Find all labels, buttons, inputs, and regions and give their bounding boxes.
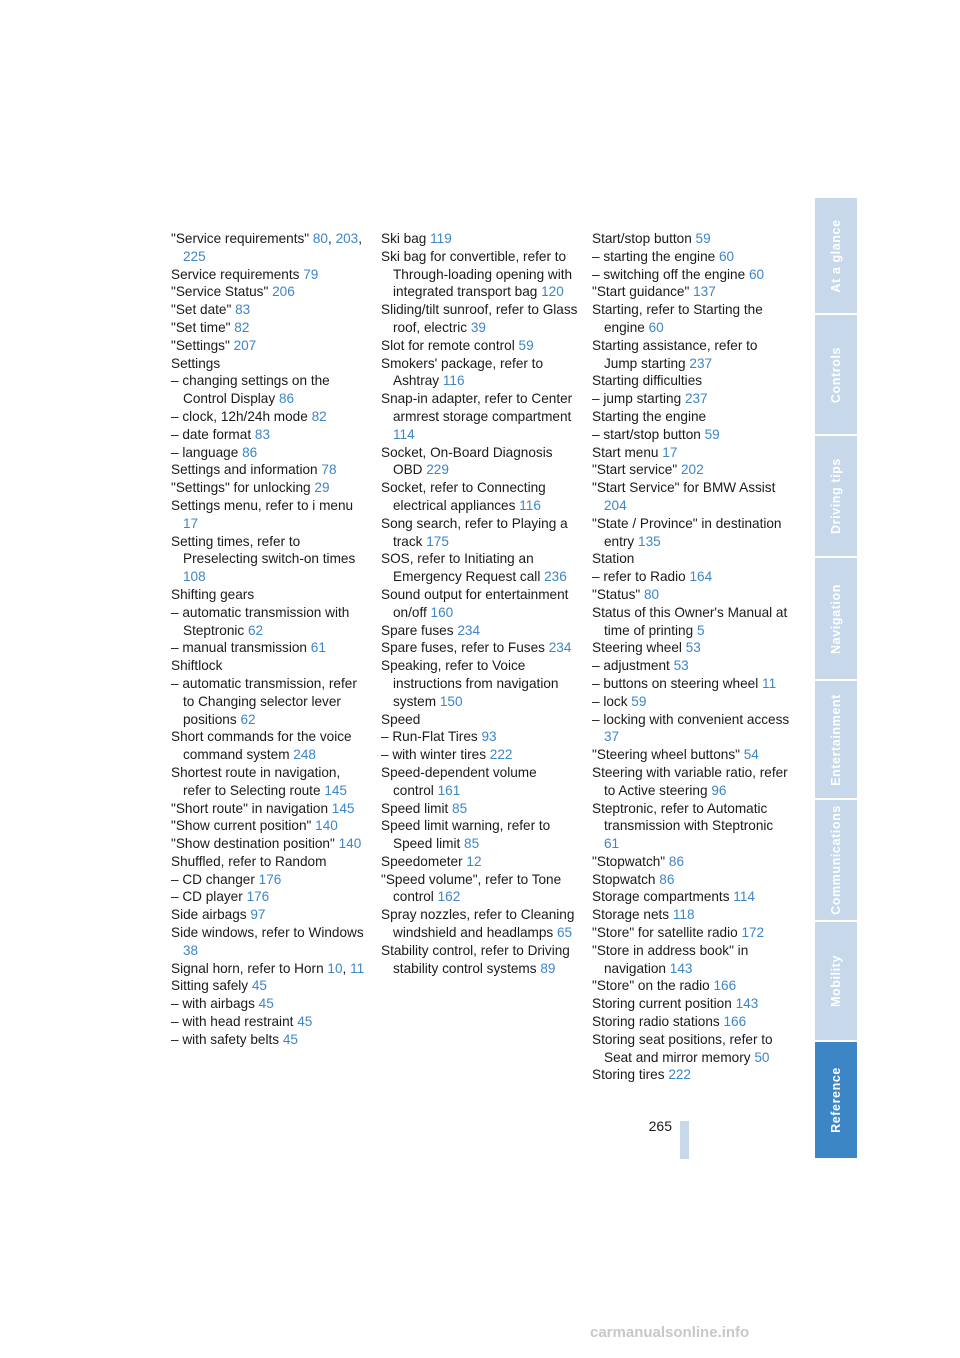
index-entry xyxy=(592,372,792,390)
entry-text: Speaking, refer to Voice instructions from navigation system xyxy=(381,658,559,709)
page-link[interactable]: 96 xyxy=(711,782,727,798)
entry-text: Storing tires xyxy=(592,1067,665,1083)
entry-text: Socket, On-Board Diagnosis OBD xyxy=(381,444,553,478)
page-link[interactable]: 114 xyxy=(733,889,755,905)
index-entry xyxy=(592,711,792,747)
index-entry xyxy=(592,248,792,266)
entry-text: Sliding/tilt sunroof, refer to Glass roof, electric xyxy=(381,302,578,335)
entry-text: Storing current position xyxy=(592,996,732,1012)
page-link[interactable]: 83 xyxy=(235,302,251,318)
entry-text: "Set time" xyxy=(171,319,231,335)
entry-text: – with airbags xyxy=(171,996,255,1012)
page-link[interactable]: 140 xyxy=(338,836,362,852)
tab-controls[interactable]: Controls xyxy=(815,315,857,434)
entry-text: Shiftlock xyxy=(171,658,223,674)
index-entry xyxy=(171,301,371,319)
entry-text: Starting, refer to Starting the engine xyxy=(592,302,763,335)
entry-text: "Status" xyxy=(592,586,641,602)
index-entry xyxy=(592,550,792,568)
entry-text: "Store in address book" in navigation xyxy=(592,942,749,976)
page-link[interactable]: 86 xyxy=(242,444,258,460)
page-link[interactable]: 82 xyxy=(234,319,250,335)
page-link[interactable]: 82 xyxy=(311,408,327,424)
index-entry xyxy=(171,533,371,586)
index-entry xyxy=(171,586,371,604)
entry-text: Spray nozzles, refer to Cleaning windshield and headlamps xyxy=(381,907,575,941)
page-link[interactable]: 60 xyxy=(748,266,765,282)
page-link[interactable]: 119 xyxy=(430,231,452,246)
page-link[interactable]: 203 xyxy=(335,231,359,246)
index-entry xyxy=(592,390,792,408)
index-entry xyxy=(171,977,371,995)
index-entry xyxy=(171,604,371,640)
index-entry xyxy=(171,497,371,533)
entry-text: – locking with convenient access xyxy=(592,711,790,727)
index-entry xyxy=(592,675,792,693)
page-tick xyxy=(680,1121,689,1159)
page-link[interactable]: 78 xyxy=(321,462,337,478)
entry-text: – buttons on steering wheel xyxy=(592,675,759,691)
page-link[interactable]: 45 xyxy=(282,1031,298,1047)
entry-text: Speed-dependent volume control xyxy=(381,764,537,798)
page-link[interactable]: 93 xyxy=(481,729,497,745)
index-entry xyxy=(381,515,581,551)
entry-text: – jump starting xyxy=(592,391,682,407)
page-link[interactable]: 204 xyxy=(604,497,627,513)
page-link[interactable]: 114 xyxy=(393,426,415,442)
index-entry xyxy=(381,871,581,907)
entry-text: – manual transmission xyxy=(171,640,307,656)
index-entry xyxy=(592,337,792,373)
page-link[interactable]: 248 xyxy=(293,747,316,763)
page-link[interactable]: 166 xyxy=(723,1014,747,1030)
index-entry xyxy=(171,479,371,497)
page-link[interactable]: 89 xyxy=(540,960,556,976)
page-link[interactable]: 145 xyxy=(324,782,347,798)
page-link[interactable]: 161 xyxy=(437,782,461,798)
page-link[interactable]: 237 xyxy=(689,355,713,371)
entry-text: Storing radio stations xyxy=(592,1014,720,1030)
entry-text: – with winter tires xyxy=(381,747,487,763)
entry-text: Start menu xyxy=(592,444,659,460)
index-entry xyxy=(171,444,371,462)
page-link[interactable]: 166 xyxy=(713,978,737,994)
page-link[interactable]: 60 xyxy=(718,248,735,264)
index-entry xyxy=(381,657,581,710)
index-entry xyxy=(381,728,581,746)
entry-text: – starting the engine xyxy=(592,248,716,264)
entry-text: Side windows, refer to Windows xyxy=(171,925,364,941)
entry-text: Speed limit xyxy=(381,800,449,816)
page-link[interactable]: 53 xyxy=(685,640,701,656)
page-link[interactable]: 38 xyxy=(183,942,199,958)
page-link[interactable]: 80 xyxy=(643,586,660,602)
index-entry xyxy=(592,266,792,284)
page-link[interactable]: 222 xyxy=(489,747,513,763)
index-entry xyxy=(171,906,371,924)
page-link[interactable]: 108 xyxy=(183,569,206,585)
page-link[interactable]: 11 xyxy=(762,675,777,691)
entry-text: – start/stop button xyxy=(592,426,701,442)
page-link[interactable]: 137 xyxy=(693,284,716,300)
entry-text: Setting times, refer to Preselecting switch-on times xyxy=(171,533,356,567)
watermark: carmanualsonline.info xyxy=(590,1324,750,1341)
page-link[interactable]: 97 xyxy=(250,907,266,923)
entry-text: "Settings" for unlocking xyxy=(171,480,311,496)
index-entry xyxy=(592,426,792,444)
entry-text: "Short route" in navigation xyxy=(171,800,329,816)
page-link[interactable]: 176 xyxy=(246,889,270,905)
index-column-1 xyxy=(171,230,371,1049)
page-link[interactable]: 29 xyxy=(314,480,330,496)
index-entry xyxy=(592,461,792,479)
index-entry xyxy=(592,977,792,995)
page-link[interactable]: 206 xyxy=(272,284,295,300)
page-link[interactable]: 176 xyxy=(258,871,282,887)
tab-entertainment[interactable]: Entertainment xyxy=(815,681,857,798)
index-entry xyxy=(171,461,371,479)
index-entry xyxy=(381,301,581,337)
entry-text: Speedometer xyxy=(381,853,463,869)
page-link[interactable]: 86 xyxy=(668,853,685,869)
entry-text: Steering with variable ratio, refer to Active steering xyxy=(592,764,788,798)
page-link[interactable]: 160 xyxy=(430,604,454,620)
entry-text: "Show current position" xyxy=(171,818,312,834)
entry-text: – language xyxy=(171,444,239,460)
index-column-2 xyxy=(381,230,581,977)
index-entry xyxy=(381,853,581,871)
index-entry xyxy=(592,888,792,906)
page-link[interactable]: 39 xyxy=(470,319,486,335)
entry-text: "Set date" xyxy=(171,302,232,318)
entry-text: "Stopwatch" xyxy=(592,853,666,869)
page-link[interactable]: 17 xyxy=(183,515,199,531)
page-number: 265 xyxy=(648,1118,672,1134)
index-column-3 xyxy=(592,230,792,1084)
tab-driving-tips[interactable]: Driving tips xyxy=(815,436,857,556)
entry-text: Speed limit warning, refer to Speed limit xyxy=(381,818,551,852)
index-entry xyxy=(592,764,792,800)
page-link[interactable]: 237 xyxy=(684,391,708,407)
entry-text: "Settings" xyxy=(171,337,230,353)
page-link[interactable]: 135 xyxy=(638,533,661,549)
index-entry xyxy=(592,639,792,657)
page-link[interactable]: 59 xyxy=(631,693,647,709)
page-link[interactable]: 162 xyxy=(437,889,461,905)
index-entry xyxy=(592,604,792,640)
page-link[interactable]: 59 xyxy=(695,231,711,246)
index-entry xyxy=(592,924,792,942)
page-link[interactable]: 85 xyxy=(452,800,468,816)
page-link[interactable]: 12 xyxy=(466,853,482,869)
entry-text: Stability control, refer to Driving stability control systems xyxy=(381,942,570,976)
entry-text: Ski bag for convertible, refer to Through-loading opening with integrated transport bag xyxy=(381,248,573,300)
index-entry xyxy=(381,800,581,818)
entry-text: – with safety belts xyxy=(171,1031,280,1047)
index-entry xyxy=(171,924,371,960)
index-entry xyxy=(381,764,581,800)
index-entry xyxy=(171,764,371,800)
index-entry xyxy=(592,301,792,337)
page-link[interactable]: 45 xyxy=(258,996,274,1012)
entry-text: Sound output for entertainment on/off xyxy=(381,586,569,620)
page-link[interactable]: 207 xyxy=(233,337,257,353)
index-entry xyxy=(171,639,371,657)
index-entry xyxy=(592,657,792,675)
index-entry xyxy=(171,266,371,284)
index-entry xyxy=(381,711,581,729)
entry-text: "Start service" xyxy=(592,462,678,478)
page-link[interactable]: 61 xyxy=(310,640,326,656)
entry-text: Snap-in adapter, refer to Center armrest storage compartment xyxy=(381,391,573,424)
entry-text: Storage compartments xyxy=(592,889,730,905)
index-entry xyxy=(381,639,581,657)
index-entry xyxy=(171,355,371,373)
entry-text: "Speed volume", refer to Tone control xyxy=(381,871,562,905)
index-entry xyxy=(171,1013,371,1031)
page-link[interactable]: 62 xyxy=(240,711,256,727)
page-link[interactable]: 59 xyxy=(704,426,720,442)
entry-text: Side airbags xyxy=(171,907,247,923)
tab-at-a-glance[interactable]: At a glance xyxy=(815,198,857,313)
page-link[interactable]: 222 xyxy=(668,1067,691,1083)
entry-text: – date format xyxy=(171,426,252,442)
entry-text: Smokers' package, refer to Ashtray xyxy=(381,355,544,389)
tab-communications[interactable]: Communications xyxy=(815,800,857,920)
page-link[interactable]: 61 xyxy=(604,836,620,852)
index-entry xyxy=(592,800,792,853)
index-entry xyxy=(381,479,581,515)
index-entry xyxy=(381,746,581,764)
page-link[interactable]: 116 xyxy=(442,373,465,389)
index-entry xyxy=(592,283,792,301)
entry-text: – changing settings on the Control Display xyxy=(171,373,330,407)
entry-text: Storing seat positions, refer to Seat and mirror memory xyxy=(592,1031,773,1065)
page-link[interactable]: 118 xyxy=(672,907,695,923)
index-entry xyxy=(592,746,792,764)
page-link[interactable]: 86 xyxy=(659,871,675,887)
entry-text: Shortest route in navigation, refer to Selecting route xyxy=(171,764,341,798)
entry-text: Shuffled, refer to Random xyxy=(171,853,327,869)
page-link[interactable]: 140 xyxy=(315,818,338,834)
index-entry xyxy=(171,853,371,871)
index-entry xyxy=(171,426,371,444)
page-link[interactable]: 86 xyxy=(278,391,295,407)
page-link[interactable]: 120 xyxy=(541,284,564,300)
index-entry xyxy=(381,942,581,978)
index-entry xyxy=(381,230,581,248)
tab-mobility[interactable]: Mobility xyxy=(815,922,857,1040)
entry-text: Speed xyxy=(381,711,421,727)
entry-text: "Show destination position" xyxy=(171,836,335,852)
page-link[interactable]: 79 xyxy=(303,266,319,282)
entry-text: Start/stop button xyxy=(592,231,692,246)
index-entry xyxy=(171,319,371,337)
index-entry xyxy=(171,372,371,408)
section-tabs xyxy=(815,198,857,1160)
index-entry xyxy=(592,444,792,462)
page-link[interactable]: 45 xyxy=(251,978,267,994)
entry-text: Ski bag xyxy=(381,231,427,246)
entry-text: – CD changer xyxy=(171,871,255,887)
index-entry: "Service requirements" 80, 203, 225 xyxy=(171,231,363,264)
tab-navigation[interactable]: Navigation xyxy=(815,558,857,679)
entry-text: Settings and information xyxy=(171,462,318,478)
index-entry xyxy=(381,444,581,480)
index-entry xyxy=(381,817,581,853)
page-link[interactable]: 5 xyxy=(696,622,705,638)
entry-text: – clock, 12h/24h mode xyxy=(171,408,308,424)
entry-text: "Start Service" for BMW Assist xyxy=(592,480,776,496)
entry-text: Status of this Owner's Manual at time of printing xyxy=(592,604,788,638)
entry-text: Sitting safely xyxy=(171,978,249,994)
page-link[interactable]: 80 xyxy=(312,231,328,246)
tab-reference[interactable]: Reference xyxy=(815,1042,857,1158)
index-entry xyxy=(592,1013,792,1031)
page-link[interactable]: 143 xyxy=(669,960,693,976)
entry-text: "Service Status" xyxy=(171,284,269,300)
index-entry xyxy=(381,390,581,443)
entry-text: Slot for remote control xyxy=(381,337,515,353)
index-entry xyxy=(171,871,371,889)
index-entry xyxy=(381,550,581,586)
entry-text: Signal horn, refer to Horn xyxy=(171,960,324,976)
entry-text: Shifting gears xyxy=(171,586,255,602)
index-entry xyxy=(171,675,371,728)
entry-text: Storage nets xyxy=(592,907,670,923)
entry-text: Song search, refer to Playing a track xyxy=(381,515,568,549)
entry-text: – automatic transmission, refer to Changing selector lever positions xyxy=(171,675,357,727)
index-entry xyxy=(171,1031,371,1049)
entry-text: Spare fuses, refer to Fuses xyxy=(381,640,545,656)
index-entry xyxy=(592,995,792,1013)
page-link[interactable]: 116 xyxy=(519,497,541,513)
index-entry xyxy=(381,337,581,355)
index-entry xyxy=(592,906,792,924)
index-entry xyxy=(592,942,792,978)
entry-text: "Store" for satellite radio xyxy=(592,925,738,941)
index-entry xyxy=(592,408,792,426)
page-link[interactable]: 234 xyxy=(457,622,481,638)
page-link[interactable]: 85 xyxy=(464,836,480,852)
index-entry xyxy=(171,283,371,301)
page-link[interactable]: 202 xyxy=(680,462,704,478)
index-entry xyxy=(381,248,581,301)
page-link[interactable]: 11 xyxy=(350,960,365,976)
page-link[interactable]: 225 xyxy=(183,248,206,264)
entry-text: "Steering wheel buttons" xyxy=(592,747,740,763)
index-entry xyxy=(592,871,792,889)
page-link[interactable]: 172 xyxy=(741,925,765,941)
entry-text: Starting the engine xyxy=(592,408,707,424)
entry-text: "Service requirements" xyxy=(171,231,310,246)
entry-text: "State / Province" in destination entry xyxy=(592,515,782,549)
index-entry xyxy=(381,622,581,640)
entry-text: SOS, refer to Initiating an Emergency Request call xyxy=(381,551,541,585)
entry-text: – CD player xyxy=(171,889,243,905)
index-entry xyxy=(171,657,371,675)
index-entry xyxy=(381,355,581,391)
page-link[interactable]: 45 xyxy=(297,1014,313,1030)
entry-text: Starting difficulties xyxy=(592,373,703,389)
entry-text: Steering wheel xyxy=(592,640,682,656)
page-link[interactable]: 164 xyxy=(689,569,713,585)
entry-text: Stopwatch xyxy=(592,871,656,887)
entry-text: Socket, refer to Connecting electrical appliances xyxy=(381,480,546,513)
page-link[interactable]: 50 xyxy=(754,1049,770,1065)
page-link[interactable]: 10 xyxy=(327,960,343,976)
page-link[interactable]: 236 xyxy=(544,569,567,585)
entry-text: – refer to Radio xyxy=(592,569,686,585)
page-link[interactable]: 62 xyxy=(248,622,264,638)
page-link[interactable]: 59 xyxy=(518,337,534,353)
entry-text: – automatic transmission with Steptronic xyxy=(171,604,350,638)
index-entry xyxy=(592,515,792,551)
index-entry xyxy=(171,995,371,1013)
index-entry xyxy=(171,728,371,764)
entry-text: – with head restraint xyxy=(171,1014,294,1030)
entry-text: – Run-Flat Tires xyxy=(381,729,478,745)
page-link[interactable]: 175 xyxy=(426,533,449,549)
entry-text: Settings xyxy=(171,355,221,371)
entry-text: Station xyxy=(592,551,635,567)
index-entry xyxy=(592,230,792,248)
index-entry xyxy=(171,835,371,853)
index-entry xyxy=(381,906,581,942)
entry-text: – adjustment xyxy=(592,658,670,674)
index-entry xyxy=(381,586,581,622)
entry-text: "Store" on the radio xyxy=(592,978,710,994)
entry-text: Short commands for the voice command system xyxy=(171,729,352,763)
page-link[interactable]: 234 xyxy=(548,640,572,656)
page-link[interactable]: 150 xyxy=(439,693,463,709)
page-link[interactable]: 37 xyxy=(604,729,620,745)
entry-text: Steptronic, refer to Automatic transmission with Steptronic xyxy=(592,800,774,834)
index-entry xyxy=(171,408,371,426)
index-entry xyxy=(592,586,792,604)
index-entry xyxy=(171,817,371,835)
page-link[interactable]: 83 xyxy=(254,426,271,442)
index-entry xyxy=(592,853,792,871)
entry-text: "Start guidance" xyxy=(592,284,690,300)
index-entry xyxy=(592,693,792,711)
page-link[interactable]: 17 xyxy=(662,444,678,460)
index-entry xyxy=(171,888,371,906)
entry-text: – lock xyxy=(592,693,628,709)
index-entry xyxy=(592,1031,792,1067)
entry-text: – switching off the engine xyxy=(592,266,746,282)
page-link[interactable]: 65 xyxy=(557,925,573,941)
index-entry xyxy=(592,1066,792,1084)
page-link[interactable]: 53 xyxy=(673,658,689,674)
page-link[interactable]: 229 xyxy=(426,462,449,478)
index-entry xyxy=(171,800,371,818)
index-entry xyxy=(592,479,792,515)
page-link[interactable]: 60 xyxy=(648,319,664,335)
index-entry: Signal horn, refer to Horn 10, 11 xyxy=(171,960,365,976)
page-link[interactable]: 145 xyxy=(331,800,355,816)
index-entry xyxy=(171,337,371,355)
entry-text: Starting assistance, refer to Jump starting xyxy=(592,337,758,371)
entry-text: Settings menu, refer to i menu xyxy=(171,497,354,513)
page-link[interactable]: 143 xyxy=(735,996,759,1012)
entry-text: Service requirements xyxy=(171,266,300,282)
page-link[interactable]: 54 xyxy=(743,747,759,763)
entry-text: Spare fuses xyxy=(381,622,454,638)
index-entry xyxy=(592,568,792,586)
